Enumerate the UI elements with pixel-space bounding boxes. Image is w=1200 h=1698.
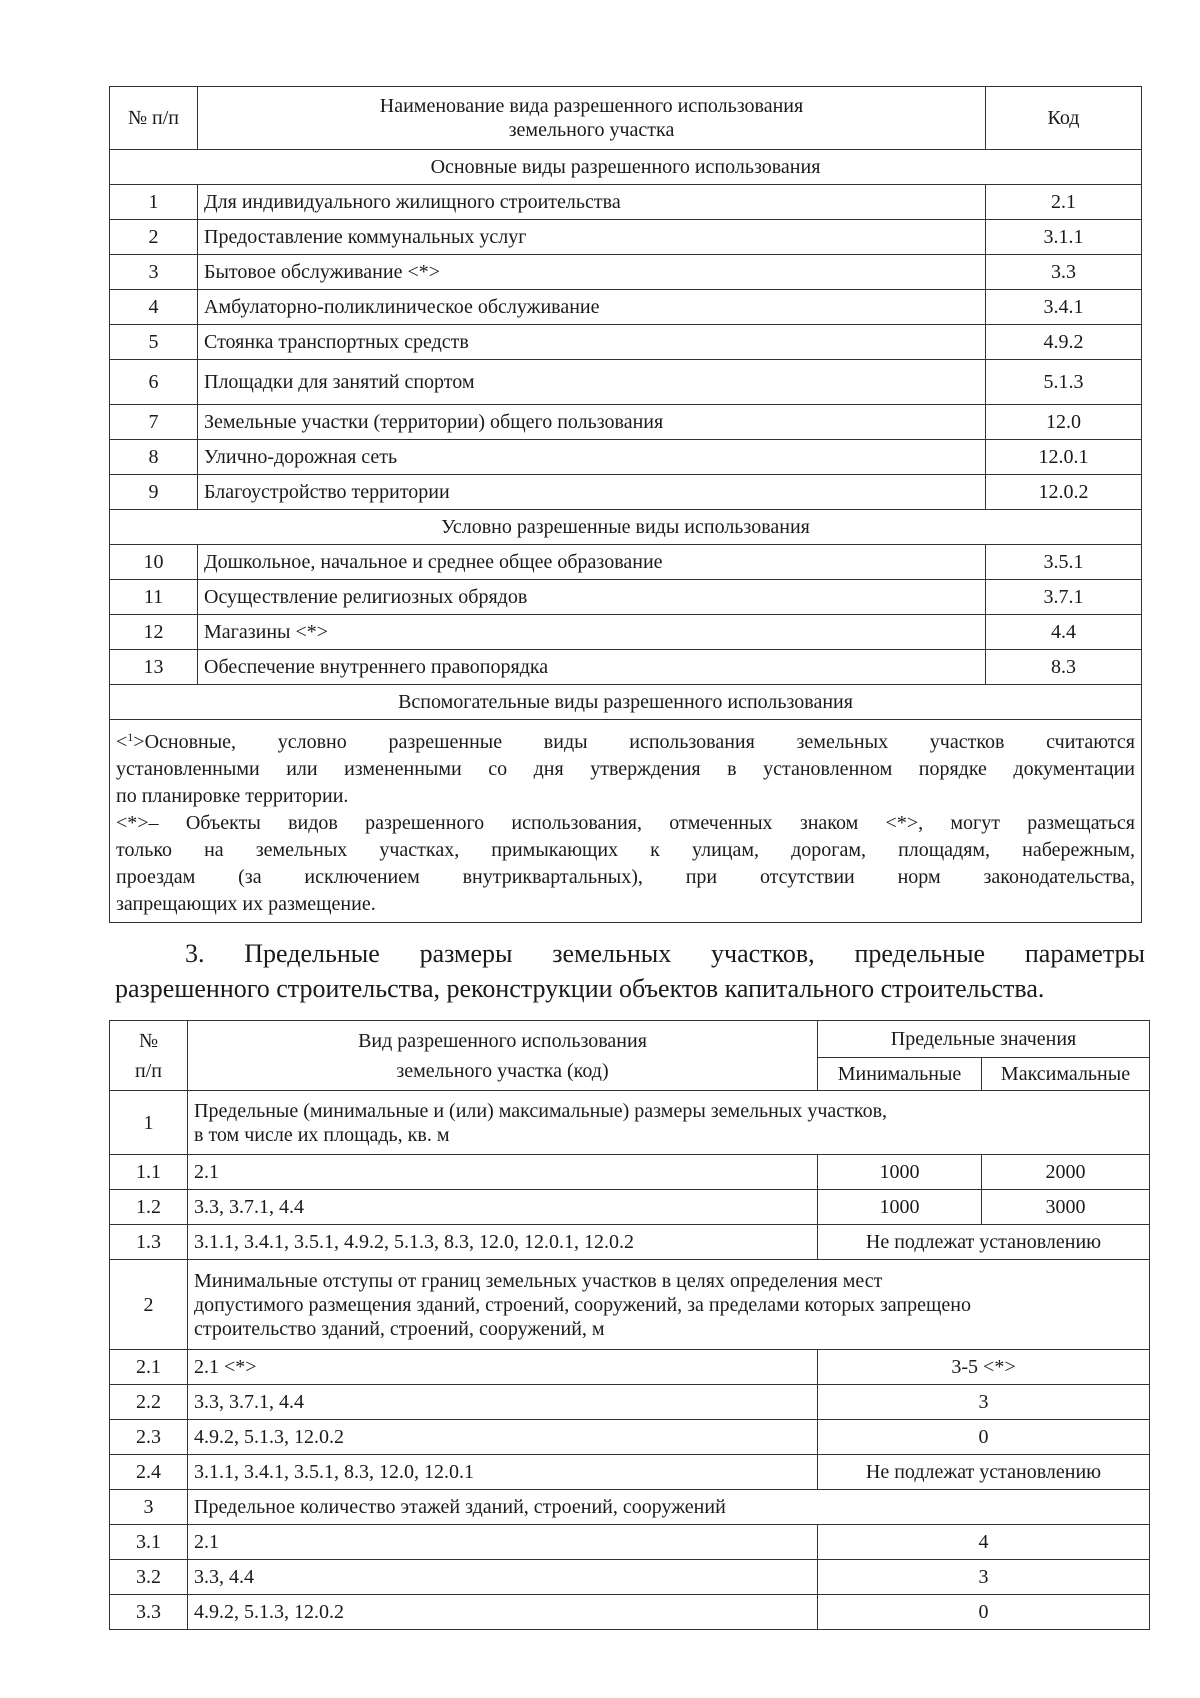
table-row — [110, 220, 1142, 255]
table-row — [110, 615, 1142, 650]
header-code: Код — [986, 87, 1142, 150]
row-max: 2000 — [982, 1155, 1150, 1190]
row-value: 3-5 <*> — [818, 1350, 1150, 1385]
row-name: Для индивидуального жилищного строительства — [198, 185, 986, 220]
row-codes: 3.3, 3.7.1, 4.4 — [188, 1190, 818, 1225]
row-num: 7 — [110, 405, 198, 440]
table-row — [110, 1595, 1150, 1630]
row-name: Амбулаторно-поликлиническое обслуживание — [198, 290, 986, 325]
header-name: Вид разрешенного использования земельного участка (код) — [188, 1021, 818, 1091]
footnote-marker: 1 — [127, 730, 134, 744]
row-max: 3000 — [982, 1190, 1150, 1225]
table-row — [110, 1225, 1150, 1260]
row-code: 3.7.1 — [986, 580, 1142, 615]
row-num: 2.1 — [110, 1350, 188, 1385]
table-row — [110, 255, 1142, 290]
heading-line1: 3. Предельные размеры земельных участков, предельные параметры — [185, 939, 1145, 968]
row-name: Благоустройство территории — [198, 475, 986, 510]
section-main-title: Основные виды разрешенного использования — [110, 150, 1142, 185]
row-value: 0 — [818, 1420, 1150, 1455]
table-row — [110, 650, 1142, 685]
row-name: Обеспечение внутреннего правопорядка — [198, 650, 986, 685]
row-min: 1000 — [818, 1190, 982, 1225]
limits-table — [109, 1020, 1150, 1630]
footnotes — [110, 720, 1142, 923]
group-num: 1 — [110, 1091, 188, 1155]
row-codes: 3.1.1, 3.4.1, 3.5.1, 8.3, 12.0, 12.0.1 — [188, 1455, 818, 1490]
table-row — [110, 1155, 1150, 1190]
row-code: 8.3 — [986, 650, 1142, 685]
row-codes: 4.9.2, 5.1.3, 12.0.2 — [188, 1595, 818, 1630]
group-title: Предельные (минимальные и (или) максимальные) размеры земельных участков, в том числе их площадь, кв. м — [188, 1091, 1150, 1155]
note2-line3: проездам (за исключением внутриквартальных), при отсутствии норм законодательства, — [116, 866, 1135, 888]
table-row — [110, 475, 1142, 510]
notes-row — [110, 720, 1142, 923]
table-header-row — [110, 87, 1142, 150]
section-auxiliary-title: Вспомогательные виды разрешенного использования — [110, 685, 1142, 720]
section-row — [110, 685, 1142, 720]
header-name: Наименование вида разрешенного использования земельного участка — [198, 87, 986, 150]
section-row — [110, 510, 1142, 545]
table-row — [110, 290, 1142, 325]
row-code: 3.3 — [986, 255, 1142, 290]
group-title: Минимальные отступы от границ земельных участков в целях определения мест допустимого размещения зданий, строений, сооружений, за пределами которых запрещено строительство зданий, строений, сооружений, м — [188, 1260, 1150, 1350]
row-num: 1.2 — [110, 1190, 188, 1225]
row-codes: 3.3, 4.4 — [188, 1560, 818, 1595]
group-num: 2 — [110, 1260, 188, 1350]
row-code: 3.1.1 — [986, 220, 1142, 255]
row-code: 4.4 — [986, 615, 1142, 650]
group-row — [110, 1490, 1150, 1525]
row-value: 0 — [818, 1595, 1150, 1630]
header-max: Максимальные — [982, 1058, 1150, 1091]
row-value: 3 — [818, 1385, 1150, 1420]
row-name: Площадки для занятий спортом — [198, 360, 986, 405]
row-num: 3 — [110, 255, 198, 290]
row-codes: 2.1 — [188, 1155, 818, 1190]
table-row — [110, 1420, 1150, 1455]
table-row — [110, 1190, 1150, 1225]
row-name: Бытовое обслуживание <*> — [198, 255, 986, 290]
table-row — [110, 545, 1142, 580]
row-codes: 2.1 — [188, 1525, 818, 1560]
heading-line2: разрешенного строительства, реконструкции объектов капитального строительства. — [115, 974, 1045, 1003]
row-num: 11 — [110, 580, 198, 615]
row-num: 6 — [110, 360, 198, 405]
group-row — [110, 1091, 1150, 1155]
row-num: 1.1 — [110, 1155, 188, 1190]
group-num: 3 — [110, 1490, 188, 1525]
row-codes: 2.1 <*> — [188, 1350, 818, 1385]
table-row — [110, 440, 1142, 475]
row-code: 5.1.3 — [986, 360, 1142, 405]
row-num: 1 — [110, 185, 198, 220]
note1-line2: установленными или измененными со дня утверждения в установленном порядке документации — [116, 758, 1135, 780]
row-num: 12 — [110, 615, 198, 650]
row-name: Земельные участки (территории) общего пользования — [198, 405, 986, 440]
row-num: 13 — [110, 650, 198, 685]
row-value: 3 — [818, 1560, 1150, 1595]
row-codes: 4.9.2, 5.1.3, 12.0.2 — [188, 1420, 818, 1455]
permitted-use-table — [109, 86, 1142, 923]
row-value: Не подлежат установлению — [818, 1225, 1150, 1260]
row-name: Предоставление коммунальных услуг — [198, 220, 986, 255]
row-name: Осуществление религиозных обрядов — [198, 580, 986, 615]
row-codes: 3.1.1, 3.4.1, 3.5.1, 4.9.2, 5.1.3, 8.3, 12.0, 12.0.1, 12.0.2 — [188, 1225, 818, 1260]
table-row — [110, 185, 1142, 220]
row-name: Стоянка транспортных средств — [198, 325, 986, 360]
row-num: 5 — [110, 325, 198, 360]
section-conditional-title: Условно разрешенные виды использования — [110, 510, 1142, 545]
section-heading — [115, 936, 1145, 1006]
table-row — [110, 1455, 1150, 1490]
table-row — [110, 1350, 1150, 1385]
row-code: 12.0 — [986, 405, 1142, 440]
row-code: 4.9.2 — [986, 325, 1142, 360]
row-num: 10 — [110, 545, 198, 580]
header-limits: Предельные значения — [818, 1021, 1150, 1058]
header-min: Минимальные — [818, 1058, 982, 1091]
note2-line4: запрещающих их размещение. — [116, 893, 376, 915]
row-num: 1.3 — [110, 1225, 188, 1260]
section-row — [110, 150, 1142, 185]
header-num: № п/п — [110, 1021, 188, 1091]
note2-line2: только на земельных участках, примыкающих к улицам, дорогам, площадям, набережным, — [116, 839, 1135, 861]
row-name: Дошкольное, начальное и среднее общее образование — [198, 545, 986, 580]
table-header-row — [110, 1021, 1150, 1058]
row-code: 2.1 — [986, 185, 1142, 220]
table-row — [110, 1525, 1150, 1560]
row-num: 3.2 — [110, 1560, 188, 1595]
row-num: 3.3 — [110, 1595, 188, 1630]
table-row — [110, 360, 1142, 405]
row-num: 9 — [110, 475, 198, 510]
table-row — [110, 1560, 1150, 1595]
note1-line1: <$^1$>Основные, условно разрешенные виды использования земельных участков считаются — [116, 730, 1135, 753]
group-title: Предельное количество этажей зданий, строений, сооружений — [188, 1490, 1150, 1525]
row-min: 1000 — [818, 1155, 982, 1190]
row-num: 2.3 — [110, 1420, 188, 1455]
row-num: 2.2 — [110, 1385, 188, 1420]
row-num: 2 — [110, 220, 198, 255]
table-row — [110, 580, 1142, 615]
note1-line3: по планировке территории. — [116, 785, 349, 807]
row-num: 4 — [110, 290, 198, 325]
table-row — [110, 1385, 1150, 1420]
note2-line1: <*>– Объекты видов разрешенного использования, отмеченных знаком <*>, могут размещаться — [116, 812, 1135, 834]
row-num: 2.4 — [110, 1455, 188, 1490]
row-num: 8 — [110, 440, 198, 475]
row-codes: 3.3, 3.7.1, 4.4 — [188, 1385, 818, 1420]
row-value: 4 — [818, 1525, 1150, 1560]
row-code: 12.0.1 — [986, 440, 1142, 475]
table-row — [110, 405, 1142, 440]
header-num: № п/п — [110, 87, 198, 150]
row-name: Улично-дорожная сеть — [198, 440, 986, 475]
row-code: 3.4.1 — [986, 290, 1142, 325]
table-row — [110, 325, 1142, 360]
row-value: Не подлежат установлению — [818, 1455, 1150, 1490]
row-num: 3.1 — [110, 1525, 188, 1560]
row-code: 3.5.1 — [986, 545, 1142, 580]
row-code: 12.0.2 — [986, 475, 1142, 510]
group-row — [110, 1260, 1150, 1350]
row-name: Магазины <*> — [198, 615, 986, 650]
